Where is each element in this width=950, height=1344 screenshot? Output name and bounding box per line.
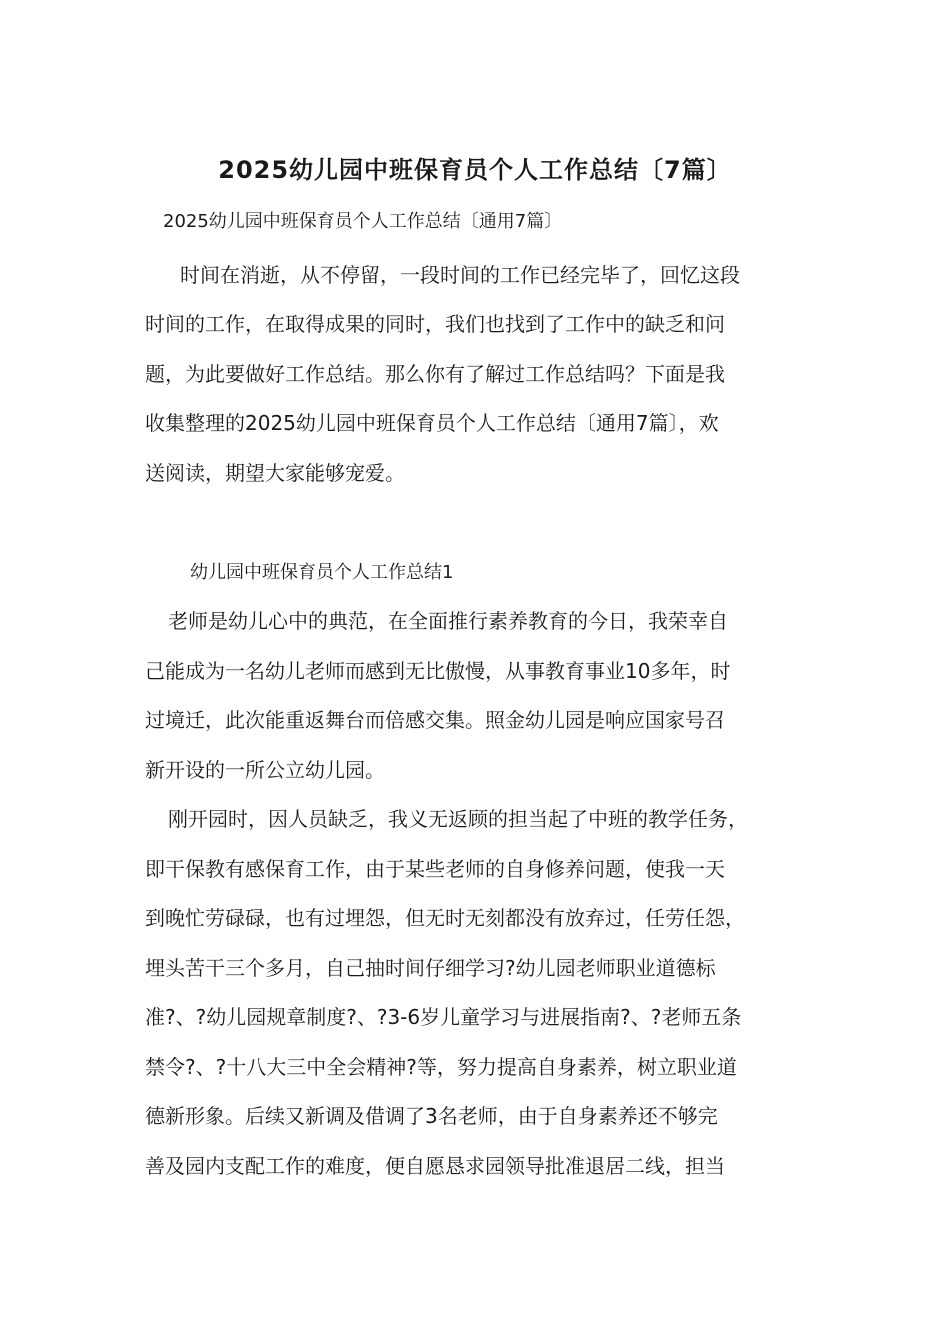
paragraph-line: 过境迁，此次能重返舞台而倍感交集。照金幼儿园是响应国家号召 xyxy=(145,708,725,732)
document-title: 2025幼儿园中班保育员个人工作总结〔7篇〕 xyxy=(218,156,732,184)
paragraph-line: 到晚忙劳碌碌，也有过埋怨，但无时无刻都没有放弃过，任劳任怨， xyxy=(145,906,745,930)
document-subtitle: 2025幼儿园中班保育员个人工作总结〔通用7篇〕 xyxy=(163,211,563,232)
paragraph-line: 德新形象。后续又新调及借调了3名老师，由于自身素养还不够完 xyxy=(145,1104,718,1128)
paragraph-line: 老师是幼儿心中的典范，在全面推行素养教育的今日，我荣幸自 xyxy=(168,609,728,633)
paragraph-line: 即干保教有感保育工作，由于某些老师的自身修养问题，使我一天 xyxy=(145,857,725,881)
intro-line: 题，为此要做好工作总结。那么你有了解过工作总结吗？下面是我 xyxy=(145,362,725,386)
section-heading: 幼儿园中班保育员个人工作总结1 xyxy=(190,562,454,583)
intro-line: 收集整理的2025幼儿园中班保育员个人工作总结〔通用7篇〕，欢 xyxy=(145,411,719,435)
paragraph-line: 刚开园时，因人员缺乏，我义无返顾的担当起了中班的教学任务， xyxy=(168,807,748,831)
paragraph-line: 禁令?、?十八大三中全会精神?等，努力提高自身素养，树立职业道 xyxy=(145,1055,737,1079)
paragraph-line: 善及园内支配工作的难度，便自愿恳求园领导批准退居二线，担当 xyxy=(145,1154,725,1178)
intro-line: 时间在消逝，从不停留，一段时间的工作已经完毕了，回忆这段 xyxy=(180,263,740,287)
paragraph-line: 埋头苦干三个多月，自己抽时间仔细学习?幼儿园老师职业道德标 xyxy=(145,956,716,980)
intro-line: 时间的工作，在取得成果的同时，我们也找到了工作中的缺乏和问 xyxy=(145,312,725,336)
paragraph-line: 准?、?幼儿园规章制度?、?3-6岁儿童学习与进展指南?、?老师五条 xyxy=(145,1005,742,1029)
paragraph-line: 新开设的一所公立幼儿园。 xyxy=(145,758,385,782)
paragraph-line: 己能成为一名幼儿老师而感到无比傲慢，从事教育事业10多年，时 xyxy=(145,659,731,683)
intro-line: 送阅读，期望大家能够宠爱。 xyxy=(145,461,405,485)
